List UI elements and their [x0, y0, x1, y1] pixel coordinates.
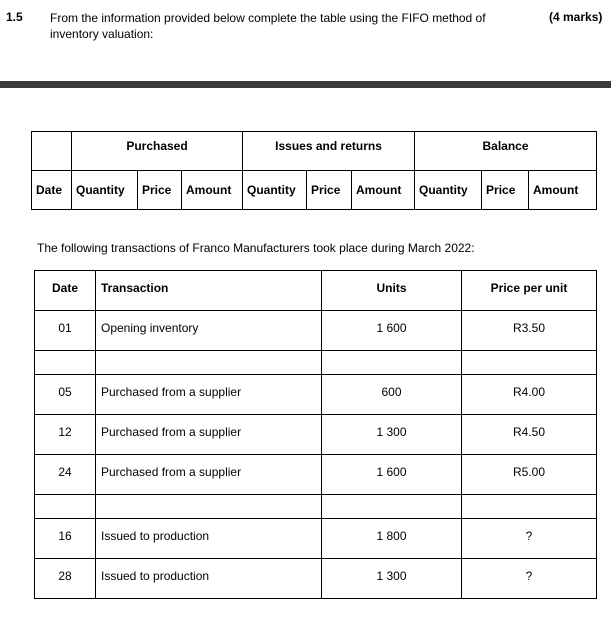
row-price: R5.00: [462, 455, 597, 495]
row-units: 600: [322, 375, 462, 415]
row-date: 01: [35, 311, 96, 351]
row-date: 05: [35, 375, 96, 415]
row-units: 1 600: [322, 311, 462, 351]
table-row: [35, 455, 597, 495]
transactions-table: [34, 270, 597, 599]
row-units: 1 300: [322, 415, 462, 455]
transactions-header-row: [35, 271, 597, 311]
row-date: 24: [35, 455, 96, 495]
fifo-answer-table: [31, 131, 597, 210]
row-transaction: Opening inventory: [96, 311, 322, 351]
row-date: 28: [35, 559, 96, 599]
table-row: [35, 559, 597, 599]
table-row: [35, 415, 597, 455]
table-row: [35, 519, 597, 559]
row-units: 1 300: [322, 559, 462, 599]
group-header-issues: Issues and returns: [243, 132, 415, 171]
table-row: [35, 375, 597, 415]
row-units: 1 800: [322, 519, 462, 559]
col-issues-quantity: Quantity: [243, 171, 307, 210]
question-number: 1.5: [6, 10, 23, 24]
col-balance-price: Price: [482, 171, 529, 210]
col-purchased-amount: Amount: [182, 171, 243, 210]
section-divider: [0, 81, 611, 88]
row-price: R4.00: [462, 375, 597, 415]
row-transaction: Issued to production: [96, 519, 322, 559]
col-issues-price: Price: [307, 171, 352, 210]
header-date: Date: [35, 271, 96, 311]
header-price-per-unit: Price per unit: [462, 271, 597, 311]
col-balance-quantity: Quantity: [415, 171, 482, 210]
group-header-purchased: Purchased: [72, 132, 243, 171]
header-transaction: Transaction: [96, 271, 322, 311]
row-date: 12: [35, 415, 96, 455]
header-units: Units: [322, 271, 462, 311]
blank-row: [35, 495, 597, 519]
col-purchased-price: Price: [138, 171, 182, 210]
row-price: ?: [462, 559, 597, 599]
row-price: R4.50: [462, 415, 597, 455]
table-row: [35, 311, 597, 351]
col-purchased-quantity: Quantity: [72, 171, 138, 210]
row-date: 16: [35, 519, 96, 559]
row-units: 1 600: [322, 455, 462, 495]
col-balance-amount: Amount: [529, 171, 597, 210]
row-price: R3.50: [462, 311, 597, 351]
question-text: From the information provided below complete the table using the FIFO method of inventory valuation:: [50, 11, 486, 41]
marks-label: (4 marks): [549, 10, 603, 24]
blank-row: [35, 351, 597, 375]
column-header-row: [32, 171, 597, 210]
col-date: Date: [32, 171, 72, 210]
group-header-row: [32, 132, 597, 171]
transactions-intro: The following transactions of Franco Manufacturers took place during March 2022:: [37, 241, 475, 255]
blank-date-header: [32, 132, 72, 171]
group-header-balance: Balance: [415, 132, 597, 171]
row-price: ?: [462, 519, 597, 559]
col-issues-amount: Amount: [352, 171, 415, 210]
row-transaction: Purchased from a supplier: [96, 375, 322, 415]
row-transaction: Issued to production: [96, 559, 322, 599]
row-transaction: Purchased from a supplier: [96, 455, 322, 495]
row-transaction: Purchased from a supplier: [96, 415, 322, 455]
